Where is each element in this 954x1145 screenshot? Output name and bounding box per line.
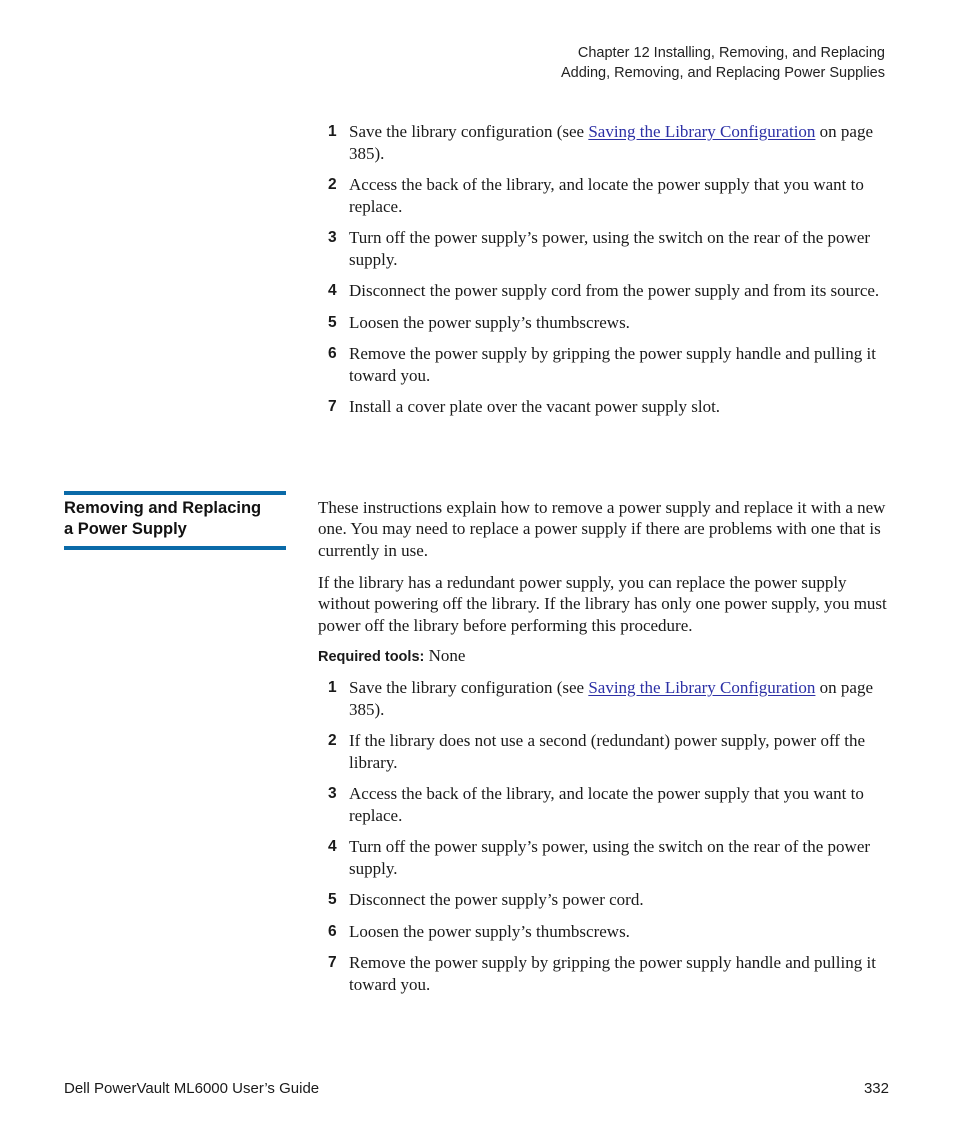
step-item	[328, 952, 894, 995]
step-number: 1	[328, 123, 337, 140]
required-tools-value: None	[424, 646, 466, 665]
step-number: 2	[328, 732, 337, 749]
step-item	[328, 783, 894, 826]
section-title: Adding, Removing, and Replacing Power Supplies	[560, 65, 885, 81]
step-text-after: on page 385).	[349, 678, 874, 719]
step-item	[328, 921, 894, 943]
step-text: Disconnect the power supply’s power cord.	[349, 890, 644, 909]
step-number: 4	[328, 282, 337, 299]
saving-config-link[interactable]: Saving the Library Configuration	[588, 678, 816, 697]
step-item	[328, 121, 894, 164]
step-item	[328, 889, 894, 911]
step-text: Access the back of the library, and locate the power supply that you want to replace.	[349, 175, 864, 216]
saving-config-link[interactable]: Saving the Library Configuration	[588, 122, 816, 141]
step-text: Save the library configuration (see	[349, 678, 589, 697]
step-number: 5	[328, 891, 337, 908]
step-item	[328, 174, 894, 217]
step-number: 3	[328, 785, 337, 802]
step-number: 7	[328, 954, 337, 971]
step-item	[328, 677, 894, 720]
required-tools-line	[318, 645, 896, 668]
step-number: 6	[328, 345, 337, 362]
step-text: Save the library configuration (see	[349, 122, 589, 141]
procedure-a-steps	[328, 121, 894, 428]
step-number: 2	[328, 176, 337, 193]
step-number: 6	[328, 922, 337, 940]
step-item	[328, 280, 894, 302]
section-heading	[64, 491, 286, 550]
running-header	[385, 43, 885, 83]
step-number: 3	[328, 229, 337, 246]
step-text: Remove the power supply by gripping the power supply handle and pulling it toward you.	[349, 953, 876, 994]
page-number: 332	[863, 1080, 889, 1097]
step-text: Remove the power supply by gripping the power supply handle and pulling it toward you.	[349, 344, 876, 385]
required-tools-label: Required tools:	[318, 649, 425, 665]
step-number: 4	[328, 838, 337, 855]
step-item	[328, 312, 894, 334]
step-text: Disconnect the power supply cord from the power supply and from its source.	[349, 281, 880, 300]
step-text: Loosen the power supply’s thumbscrews.	[349, 921, 630, 941]
step-text: If the library does not use a second (redundant) power supply, power off the library.	[349, 731, 865, 772]
step-item	[328, 396, 894, 418]
step-number: 1	[328, 679, 337, 696]
step-text-after: on page 385).	[349, 122, 874, 163]
redundant-note-paragraph: If the library has a redundant power supply, you can replace the power supply without powering off the library. If the library has only one power supply, you must power off the library before performing this procedure.	[318, 573, 887, 635]
step-text: Turn off the power supply’s power, using the switch on the rear of the power supply.	[349, 837, 871, 878]
step-text: Install a cover plate over the vacant power supply slot.	[349, 397, 721, 416]
step-text: Access the back of the library, and locate the power supply that you want to replace.	[349, 784, 864, 825]
step-number: 5	[328, 313, 337, 331]
procedure-b-steps	[328, 677, 894, 1005]
intro-paragraph: These instructions explain how to remove a power supply and replace it with a new one. You may need to replace a power supply if there are problems with one that is currently in use.	[318, 498, 886, 560]
step-text: Loosen the power supply’s thumbscrews.	[349, 312, 630, 332]
step-item	[328, 343, 894, 386]
step-item	[328, 730, 894, 773]
section-heading-line2: a Power Supply	[64, 520, 187, 538]
step-item	[328, 227, 894, 270]
chapter-title: Chapter 12 Installing, Removing, and Replacing	[577, 45, 885, 61]
footer-title: Dell PowerVault ML6000 User’s Guide	[64, 1080, 320, 1097]
step-number: 7	[328, 398, 337, 415]
step-text: Turn off the power supply’s power, using the switch on the rear of the power supply.	[349, 228, 871, 269]
step-item	[328, 836, 894, 879]
section-heading-line1: Removing and Replacing	[64, 499, 262, 517]
